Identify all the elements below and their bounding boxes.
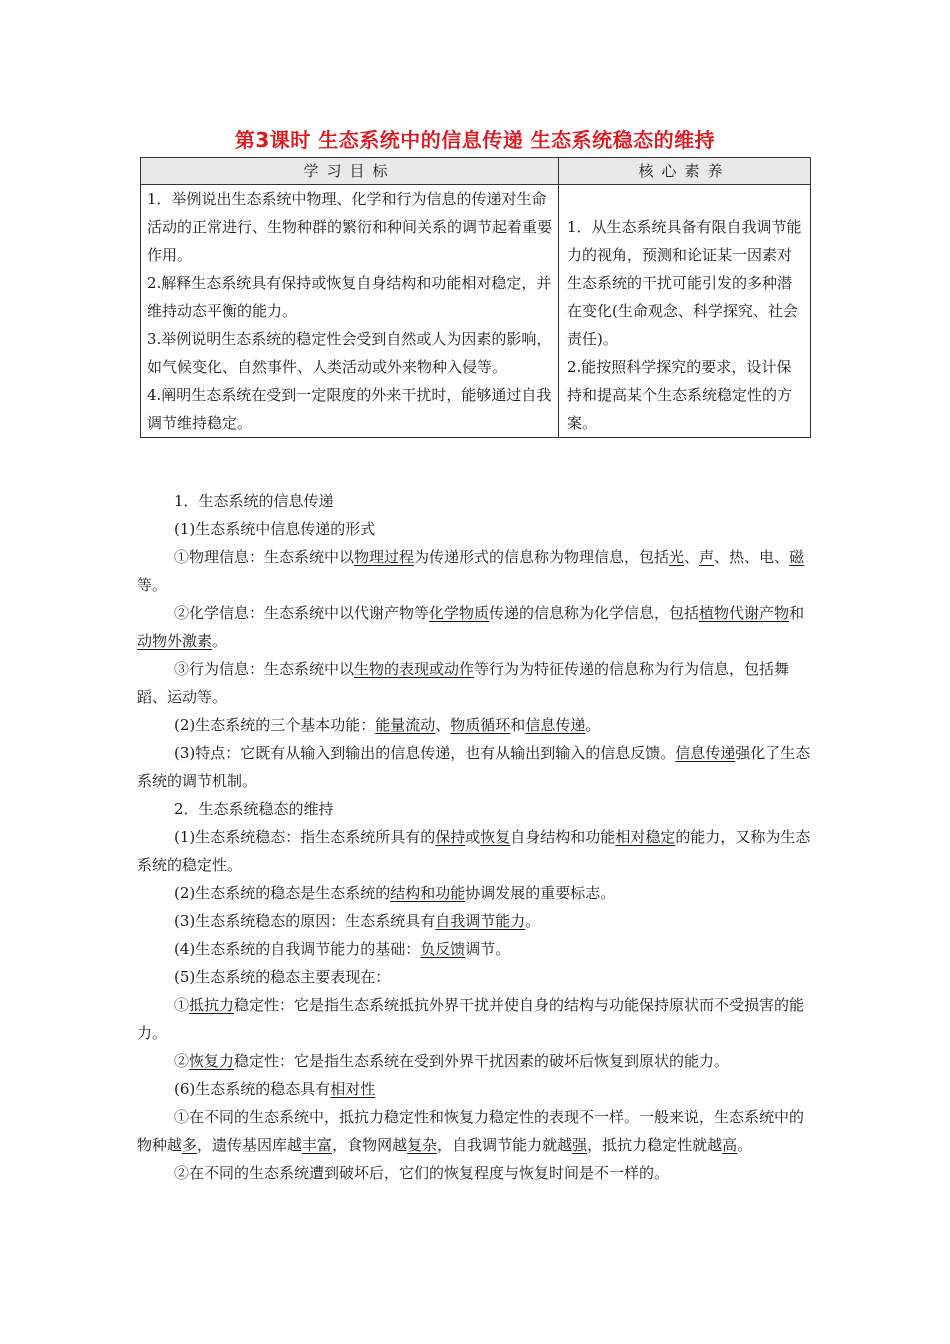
page-title: 第3课时 生态系统中的信息传递 生态系统稳态的维持 [234, 128, 716, 152]
blank-answer: 强 [572, 1136, 588, 1154]
paragraph: (4)生态系统的自我调节能力的基础：负反馈调节。 [174, 940, 511, 958]
paragraph-behavior-info: ③行为信息：生态系统中以生物的表现或动作等行为为特征传递的信息称为行为信息，包括舞蹈、运动等。 [137, 660, 790, 706]
blank-answer: 相对性 [330, 1080, 376, 1098]
body-text [137, 487, 817, 1187]
blank-answer: 丰富 [302, 1136, 333, 1154]
blank-answer: 多 [182, 1136, 198, 1154]
blank-answer: 能量流动 [375, 716, 436, 734]
section-heading: 2．生态系统稳态的维持 [174, 800, 334, 818]
blank-answer: 声 [699, 548, 715, 566]
blank-answer: 复杂 [407, 1136, 438, 1154]
header-learning-goals: 学习目标 [141, 158, 559, 185]
blank-answer: 植物代谢产物 [699, 604, 790, 622]
paragraph-resistance: ①抵抗力稳定性：它是指生态系统抵抗外界干扰并使自身的结构与功能保持原状而不受损害的能力。 [137, 996, 805, 1042]
paragraph-physical-info: ①物理信息：生态系统中以物理过程为传递形式的信息称为物理信息，包括光、声、热、电、磁等。 [137, 548, 805, 594]
blank-answer: 保持 [435, 828, 466, 846]
goals-table [140, 157, 811, 438]
learning-goals-cell [141, 185, 559, 438]
paragraph: (5)生态系统的稳态主要表现在： [174, 968, 391, 986]
blank-answer: 生物的表现或动作 [354, 660, 475, 678]
section-heading: 1．生态系统的信息传递 [174, 492, 334, 510]
blank-answer: 信息传递 [675, 744, 736, 762]
paragraph: (3)生态系统稳态的原因：生态系统具有自我调节能力。 [174, 912, 541, 930]
blank-answer: 光 [669, 548, 685, 566]
paragraph-resilience: ②恢复力稳定性：它是指生态系统在受到外界干扰因素的破坏后恢复到原状的能力。 [174, 1052, 730, 1070]
blank-answer: 磁 [789, 548, 805, 566]
literacy-item: 1．从生态系统具备有限自我调节能力的视角，预测和论证某一因素对生态系统的干扰可能引发的多种潜在变化(生命观念、科学探究、社会责任)。 [567, 218, 802, 348]
paragraph-functions: (2)生态系统的三个基本功能：能量流动、物质循环和信息传递。 [174, 716, 601, 734]
blank-answer: 恢复力 [189, 1052, 235, 1070]
paragraph-features: (3)特点：它既有从输入到输出的信息传递，也有从输出到输入的信息反馈。信息传递强化了生态系统的调节机制。 [137, 744, 811, 790]
blank-answer: 负反馈 [420, 940, 466, 958]
goal-item: 2.解释生态系统具有保持或恢复自身结构和功能相对稳定，并维持动态平衡的能力。 [147, 274, 552, 320]
goal-item: 4.阐明生态系统在受到一定限度的外来干扰时，能够通过自我调节维持稳定。 [147, 386, 552, 432]
paragraph-stability-definition: (1)生态系统稳态：指生态系统所具有的保持或恢复自身结构和功能相对稳定的能力，又称为生态系统的稳定性。 [137, 828, 811, 874]
paragraph: ②在不同的生态系统遭到破坏后，它们的恢复程度与恢复时间是不一样的。 [174, 1164, 670, 1182]
paragraph-chemical-info: ②化学信息：生态系统中以代谢产物等化学物质传递的信息称为化学信息，包括植物代谢产物和动物外激素。 [137, 604, 805, 650]
paragraph: ①在不同的生态系统中，抵抗力稳定性和恢复力稳定性的表现不一样。一般来说，生态系统中的物种越多，遗传基因库越丰富，食物网越复杂，自我调节能力就越强，抵抗力稳定性就越高。 [137, 1108, 805, 1154]
blank-answer: 恢复 [480, 828, 511, 846]
blank-answer: 信息传递 [525, 716, 586, 734]
literacy-item: 2.能按照科学探究的要求，设计保持和提高某个生态系统稳定性的方案。 [567, 358, 793, 432]
goal-item: 1．举例说出生态系统中物理、化学和行为信息的传递对生命活动的正常进行、生物种群的繁衍和种间关系的调节起着重要作用。 [147, 190, 553, 264]
blank-answer: 化学物质 [429, 604, 490, 622]
blank-answer: 高 [722, 1136, 738, 1154]
paragraph: (2)生态系统的稳态是生态系统的结构和功能协调发展的重要标志。 [174, 884, 616, 902]
blank-answer: 物质循环 [450, 716, 511, 734]
core-literacy-cell [559, 185, 811, 438]
header-core-literacy: 核心素养 [559, 158, 811, 185]
blank-answer: 相对稳定 [615, 828, 676, 846]
paragraph: (1)生态系统中信息传递的形式 [174, 520, 376, 538]
blank-answer: 动物外激素 [137, 632, 213, 650]
blank-answer: 物理过程 [354, 548, 415, 566]
goal-item: 3.举例说明生态系统的稳定性会受到自然或人为因素的影响，如气候变化、自然事件、人类活动或外来物种入侵等。 [147, 330, 552, 376]
blank-answer: 自我调节能力 [435, 912, 526, 930]
blank-answer: 结构和功能 [390, 884, 466, 902]
paragraph: (6)生态系统的稳态具有相对性 [174, 1080, 376, 1098]
blank-answer: 抵抗力 [189, 996, 235, 1014]
